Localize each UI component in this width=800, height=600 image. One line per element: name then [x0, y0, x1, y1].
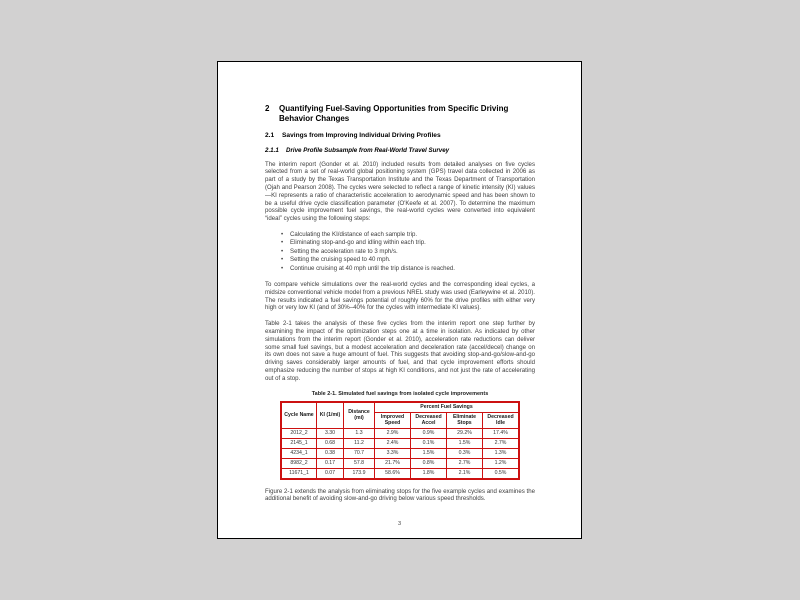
table-cell: 21.7% [375, 458, 411, 468]
list-item [281, 265, 535, 273]
list-item-text: Setting the cruising speed to 40 mph. [290, 256, 391, 264]
table-cell: 0.17 [317, 458, 344, 468]
document-page [217, 61, 582, 539]
table-cell: 1.3% [483, 448, 520, 458]
paragraph-table-discussion: Table 2-1 takes the analysis of these five cycles from the interim report one step further by examining the impact of the optimization steps one at a time in isolation. As indicated by other simulations from the interim report (Gonder et al. 2010), acceleration rate reductions can deliver some small fuel savings, but a modest acceleration and deceleration rate (accel/decel) change on its own does not save a huge amount of fuel. This suggests that avoiding stop-and-go/slow-and-go driving saves considerably larger amounts of fuel, and that cycle improvement efforts should emphasize reducing the number of stops at high KI conditions, and not just the rate of accelerating out of a stop. [265, 320, 535, 382]
table-cell: 1.8% [411, 468, 447, 479]
list-item [281, 231, 535, 239]
table-cell: 17.4% [483, 428, 520, 438]
table-cell: 11671_1 [281, 468, 317, 479]
table-cell: 2.1% [447, 468, 483, 479]
table-row [281, 458, 519, 468]
table-header-cell: Decreased Accel [411, 412, 447, 428]
table-cell: 57.8 [344, 458, 375, 468]
table-row [281, 438, 519, 448]
table-header-row [281, 402, 519, 413]
list-item [281, 239, 535, 247]
table-cell: 0.1% [411, 438, 447, 448]
table-cell: 2.7% [447, 458, 483, 468]
paragraph-simulation: To compare vehicle simulations over the real-world cycles and the corresponding ideal cycles, a midsize conventional vehicle model from a previous NREL study was used (Earleywine et al. 2010). The results indicated a fuel savings potential of roughly 60% for the drive profiles with either very high or very low KI (and of 30%–40% for the cycles with intermediate KI values). [265, 281, 535, 312]
table-cell: 4234_1 [281, 448, 317, 458]
subsubsection-heading [265, 147, 535, 154]
table-caption: Table 2-1. Simulated fuel savings from isolated cycle improvements [311, 390, 489, 397]
table-cell: 58.6% [375, 468, 411, 479]
table-cell: 0.68 [317, 438, 344, 448]
subsubsection-title: Drive Profile Subsample from Real-World Travel Survey [286, 147, 450, 155]
table-cell: 11.2 [344, 438, 375, 448]
list-item-text: Calculating the KI/distance of each sample trip. [290, 230, 418, 238]
subsubsection-number: 2.1.1 [265, 147, 279, 155]
section-heading [265, 104, 535, 123]
list-item [281, 248, 535, 256]
subsection-title: Savings from Improving Individual Driving Profiles [282, 132, 441, 140]
table-header [281, 402, 519, 429]
table-header-cell: Improved Speed [375, 412, 411, 428]
list-item-text: Setting the acceleration rate to 3 mph/s. [290, 247, 398, 255]
table-cell: 2.7% [483, 438, 520, 448]
table-header-group-cell: Percent Fuel Savings [375, 402, 520, 413]
table-cell: 8982_2 [281, 458, 317, 468]
table-row [281, 428, 519, 438]
table-cell: 0.07 [317, 468, 344, 479]
table-cell: 0.8% [411, 458, 447, 468]
table-body [281, 428, 519, 479]
table-row [281, 448, 519, 458]
section-title: Quantifying Fuel-Saving Opportunities from Specific Driving Behavior Changes [279, 104, 509, 123]
table-cell: 2145_1 [281, 438, 317, 448]
section-number: 2 [265, 104, 270, 113]
table-cell: 29.2% [447, 428, 483, 438]
table-cell: 1.5% [447, 438, 483, 448]
table-cell: 0.9% [411, 428, 447, 438]
table-cell: 0.5% [483, 468, 520, 479]
table-cell: 0.3% [447, 448, 483, 458]
table-row [281, 468, 519, 479]
table-cell: 0.38 [317, 448, 344, 458]
ideal-cycle-steps-list [281, 231, 535, 273]
table-cell: 1.3 [344, 428, 375, 438]
table-cell: 2.4% [375, 438, 411, 448]
table-header-cell: Eliminate Stops [447, 412, 483, 428]
list-item-text: Continue cruising at 40 mph until the trip distance is reached. [290, 264, 455, 272]
subsection-number: 2.1 [265, 132, 275, 140]
table-cell: 1.5% [411, 448, 447, 458]
table-cell: 173.9 [344, 468, 375, 479]
page-number: 3 [397, 521, 402, 527]
table-cell: 2012_2 [281, 428, 317, 438]
paragraph-figure-reference: Figure 2-1 extends the analysis from eliminating stops for the five example cycles and examines the additional benefit of avoiding slow-and-go driving below various speed thresholds. [265, 487, 535, 503]
table-cell: 3.30 [317, 428, 344, 438]
table-cell: 70.7 [344, 448, 375, 458]
table-header-cell: KI (1/mi) [317, 402, 344, 429]
paragraph-intro: The interim report (Gonder et al. 2010) included results from detailed analyses on five cycles selected from a set of real-world global positioning system (GPS) travel data collected in 2006 as part of a study by the Texas Transportation Institute and the Texas Department of Transportation (Ojah and Pearson 2008). The cycles were selected to reflect a range of kinetic intensity (KI) values—KI represents a ratio of characteristic acceleration to aerodynamic speed and has been shown to be a useful drive cycle classification parameter (O'Keefe et al. 2007). To determine the maximum possible cycle improvement fuel savings, the real-world cycles were converted into equivalent “ideal” cycles using the following steps: [265, 160, 535, 223]
table-header-cell: Cycle Name [281, 402, 317, 429]
table-cell: 1.2% [483, 458, 520, 468]
fuel-savings-table [280, 401, 520, 480]
list-item-text: Eliminating stop-and-go and idling within each trip. [290, 239, 426, 247]
table-header-cell: Decreased Idle [483, 412, 520, 428]
table-cell: 3.3% [375, 448, 411, 458]
table-header-cell: Distance (mi) [344, 402, 375, 429]
subsection-heading [265, 132, 535, 140]
list-item [281, 256, 535, 264]
table-cell: 2.9% [375, 428, 411, 438]
